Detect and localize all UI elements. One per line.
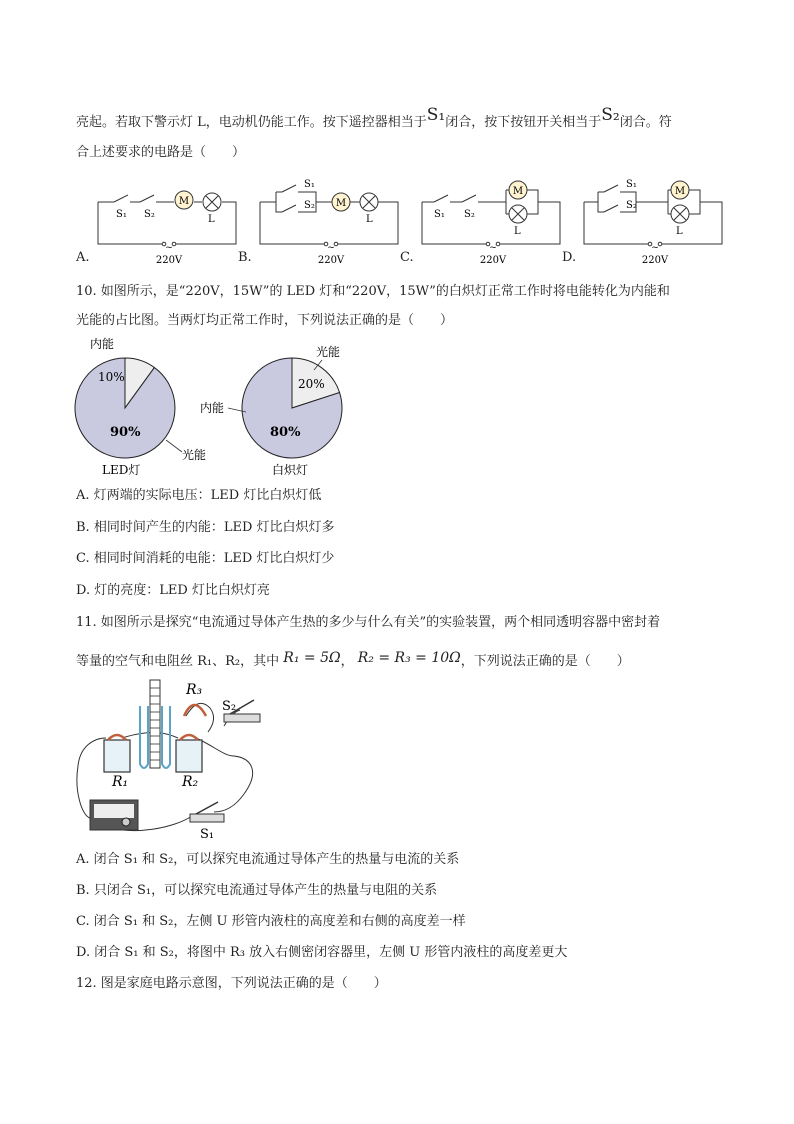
circuit-c-lamp-label: L xyxy=(514,226,521,237)
q11-text-b: ， xyxy=(340,654,354,669)
circuit-a xyxy=(94,176,244,266)
q9-text-a: 亮起。若取下警示灯 L，电动机仍能工作。按下遥控器相当于 xyxy=(76,115,427,130)
circuit-d xyxy=(580,176,730,266)
circuit-d-motor-label: M xyxy=(674,186,686,197)
container-r2 xyxy=(176,740,202,772)
inc-small-value: 20% xyxy=(298,377,325,391)
u-tube-left xyxy=(140,706,148,768)
inc-small-category: 光能 xyxy=(316,345,341,359)
switch-s1 xyxy=(190,814,224,822)
circuit-b-voltage: 220V xyxy=(317,255,345,266)
q11-text-a: 等量的空气和电阻丝 R₁、R₂，其中 xyxy=(76,654,280,669)
led-large-category: 光能 xyxy=(182,448,207,462)
circuit-b-ac-symbol: ~ xyxy=(327,243,335,253)
led-title: LED灯 xyxy=(102,463,141,477)
q10-option-a: A. 灯两端的实际电压：LED 灯比白炽灯低 xyxy=(76,488,322,503)
circuit-b-s1-label: S₁ xyxy=(304,179,315,190)
circuit-a-voltage: 220V xyxy=(155,255,183,266)
q10-option-c: C. 相同时间消耗的电能：LED 灯比白炽灯少 xyxy=(76,551,335,566)
option-label-b: B. xyxy=(238,250,252,265)
label-s2: S₂ xyxy=(222,699,237,714)
pie-charts xyxy=(70,334,370,482)
inc-large-value: 80% xyxy=(270,425,301,440)
q11-line1: 11. 如图所示是探究“电流通过导体产生热的多少与什么有关”的实验装置，两个相同透明容器中密封着 xyxy=(76,615,661,630)
q11-line2 xyxy=(76,652,630,671)
resistor-r2-coil xyxy=(180,735,198,740)
led-leader-line xyxy=(166,440,182,452)
circuit-a-lamp-label: L xyxy=(208,214,215,225)
circuit-b-s2-label: S₂ xyxy=(304,200,315,211)
option-label-c: C. xyxy=(400,250,414,265)
circuit-b xyxy=(256,176,406,266)
formula-r2-r3: R₂ = R₃ = 10Ω xyxy=(357,650,461,666)
circuit-d-s2-label: S₂ xyxy=(626,200,637,211)
pie-incandescent xyxy=(242,358,342,458)
inc-large-category: 内能 xyxy=(200,401,225,415)
inc-title: 白炽灯 xyxy=(272,463,309,477)
q10-option-b: B. 相同时间产生的内能：LED 灯比白炽灯多 xyxy=(76,520,335,535)
q11-option-b: B. 只闭合 S₁，可以探究电流通过导体产生的热量与电阻的关系 xyxy=(76,883,438,898)
circuit-d-ac-symbol: ~ xyxy=(651,243,659,253)
circuit-c-voltage: 220V xyxy=(479,255,507,266)
circuit-b-lamp-label: L xyxy=(366,214,373,225)
switch-s2 xyxy=(224,714,260,722)
q9-text-b: 闭合，按下按钮开关相当于 xyxy=(445,115,602,130)
circuit-c xyxy=(418,176,568,266)
circuit-d-lamp-label: L xyxy=(676,226,683,237)
circuit-c-s1-label: S₁ xyxy=(434,209,445,220)
formula-r1: R₁ = 5Ω xyxy=(283,650,341,666)
container-r1 xyxy=(104,740,130,772)
q11-text-c: ，下列说法正确的是（ ） xyxy=(460,654,630,669)
u-tube-right xyxy=(162,706,170,768)
circuit-d-s1-label: S₁ xyxy=(626,179,637,190)
option-label-a: A. xyxy=(76,250,90,265)
label-s1: S₁ xyxy=(200,827,215,842)
circuit-a-s2-label: S₂ xyxy=(144,209,155,220)
q9-s1-symbol: S₁ xyxy=(426,105,446,125)
circuit-b-motor-label: M xyxy=(335,198,347,209)
circuit-a-s1-label: S₁ xyxy=(116,209,127,220)
label-r2: R₂ xyxy=(182,774,199,790)
q12-line1: 12. 图是家庭电路示意图，下列说法正确的是（ ） xyxy=(76,976,387,991)
label-r3: R₃ xyxy=(186,682,203,698)
q9-line1 xyxy=(76,105,672,132)
pie-slice-led-1 xyxy=(75,358,175,458)
q11-option-a: A. 闭合 S₁ 和 S₂，可以探究电流通过导体产生的热量与电流的关系 xyxy=(76,852,460,867)
pie-led xyxy=(75,358,175,458)
q11-option-c: C. 闭合 S₁ 和 S₂，左侧 U 形管内液柱的高度差和右侧的高度差一样 xyxy=(76,914,466,929)
q9-line2: 合上述要求的电路是（ ） xyxy=(76,145,246,160)
option-label-d: D. xyxy=(562,250,577,265)
q9-text-c: 闭合。符 xyxy=(619,115,672,130)
q10-line1: 10. 如图所示，是“220V，15W”的 LED 灯和“220V，15W”的白炽灯正常工作时将电能转化为内能和 xyxy=(76,284,670,299)
led-large-value: 90% xyxy=(110,425,141,440)
u-tube-scale xyxy=(150,680,160,768)
q10-option-d: D. 灯的亮度：LED 灯比白炽灯亮 xyxy=(76,583,270,598)
led-small-category: 内能 xyxy=(90,337,115,351)
circuit-c-motor-label: M xyxy=(512,186,524,197)
circuit-c-s2-label: S₂ xyxy=(464,209,475,220)
experiment-apparatus xyxy=(74,676,274,842)
q11-option-d: D. 闭合 S₁ 和 S₂，将图中 R₃ 放入右侧密闭容器里，左侧 U 形管内液柱的高度差更大 xyxy=(76,945,568,960)
circuit-c-ac-symbol: ~ xyxy=(489,243,497,253)
q10-line2: 光能的占比图。当两灯均正常工作时，下列说法正确的是（ ） xyxy=(76,313,454,328)
circuit-d-voltage: 220V xyxy=(641,255,669,266)
circuit-a-ac-symbol: ~ xyxy=(165,243,173,253)
q9-s2-symbol: S₂ xyxy=(601,105,620,125)
led-small-value: 10% xyxy=(98,370,125,384)
label-r1: R₁ xyxy=(112,774,129,790)
resistor-r1-coil xyxy=(108,735,126,740)
circuit-a-motor-label: M xyxy=(178,196,190,207)
